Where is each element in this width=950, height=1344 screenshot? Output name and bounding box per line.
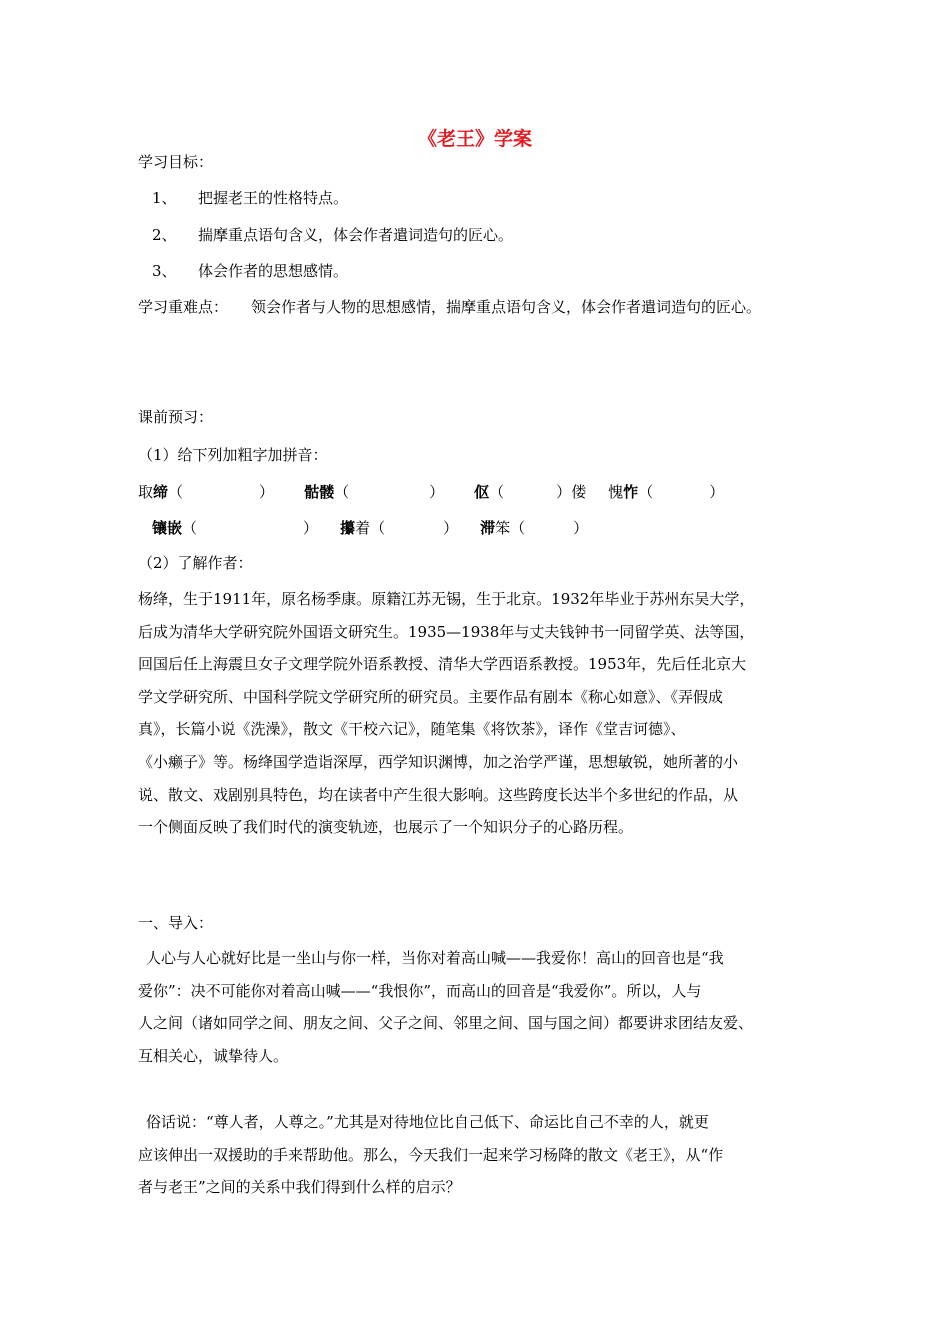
- text-line: 人心与人心就好比是一坐山与你一样，当你对着高山喊——我爱你！高山的回音也是“我: [146, 949, 724, 967]
- pinyin-item: 伛（ ）偻: [474, 483, 587, 501]
- text-line: 爱你”：决不可能你对着高山喊——“我恨你”，而高山的回音是“我爱你”。所以，人与: [138, 981, 702, 1000]
- intro-heading: 一、导入：: [138, 914, 214, 932]
- objective-number: 1、: [152, 189, 177, 207]
- objective-number: 3、: [152, 262, 177, 280]
- keypoints-line: [138, 297, 761, 317]
- text-line: 俗话说：“尊人者，人尊之。”尤其是对待地位比自己低下、命运比自己不幸的人，就更: [146, 1113, 709, 1131]
- objective-item: [152, 188, 348, 208]
- text-line: 学文学研究所、中国科学院文学研究所的研究员。主要作品有剧本《称心如意》、《弄假成: [138, 687, 724, 706]
- author-question: （2）了解作者：: [138, 554, 253, 572]
- text-line: 人之间（诸如同学之间、朋友之间、父子之间、邻里之间、国与国之间）都要讲求团结友爱、: [138, 1014, 754, 1033]
- objective-item: [152, 261, 348, 281]
- text-line: 应该伸出一双援助的手来帮助他。那么，今天我们一起来学习杨降的散文《老王》，从“作: [138, 1145, 724, 1164]
- pinyin-row-2: [152, 518, 588, 538]
- text-line: 者与老王”之间的关系中我们得到什么样的启示？: [138, 1178, 461, 1197]
- text-line: 一个侧面反映了我们时代的演变轨迹，也展示了一个知识分子的心路历程。: [138, 818, 634, 837]
- pinyin-item: 滞笨（ ）: [480, 519, 589, 537]
- pinyin-question: （1）给下列加粗字加拼音：: [138, 446, 328, 464]
- text-line: 真》，长篇小说《洗澡》，散文《干校六记》，随笔集《将饮茶》，译作《堂吉诃德》、: [138, 720, 686, 739]
- text-line: 后成为清华大学研究院外国语文研究生。1935—1938年与丈夫钱钟书一同留学英、法等国，: [138, 622, 755, 641]
- intro-paragraph-1: [138, 942, 828, 1072]
- author-paragraph: [138, 583, 828, 844]
- keypoints-label: 学习重难点：: [138, 298, 229, 316]
- text-line: 互相关心，诚挚待人。: [138, 1046, 289, 1065]
- pinyin-item: 攥着（ ）: [340, 519, 459, 537]
- objective-text: 把握老王的性格特点。: [198, 189, 349, 207]
- pinyin-item: 骷髅（ ）: [304, 483, 445, 501]
- intro-paragraph-2: [138, 1106, 828, 1204]
- text-line: 《小癞子》等。杨绛国学造诣深厚，西学知识渊博，加之治学严谨，思想敏锐，她所著的小: [138, 752, 739, 771]
- pinyin-item: 取缔（ ）: [138, 483, 275, 501]
- preview-heading: 课前预习：: [138, 408, 214, 426]
- objective-text: 体会作者的思想感情。: [198, 262, 349, 280]
- objectives-heading: 学习目标：: [138, 153, 214, 171]
- objective-number: 2、: [152, 226, 177, 244]
- pinyin-row-1: [138, 482, 724, 502]
- text-line: 杨绛，生于1911年，原名杨季康。原籍江苏无锡，生于北京。1932年毕业于苏州东吴大学，: [138, 590, 755, 608]
- text-line: 回国后任上海震旦女子文理学院外语系教授、清华大学西语系教授。1953年，先后任北京大: [138, 655, 747, 674]
- pinyin-item: 愧怍（ ）: [608, 483, 725, 501]
- pinyin-item: 镶嵌（ ）: [152, 519, 319, 537]
- keypoints-text: 领会作者与人物的思想感情，揣摩重点语句含义，体会作者遣词造句的匠心。: [251, 298, 762, 316]
- page-title: 《老王》学案: [417, 128, 532, 150]
- objective-text: 揣摩重点语句含义，体会作者遣词造句的匠心。: [198, 226, 514, 244]
- objective-item: [152, 225, 513, 245]
- text-line: 说、散文、戏剧别具特色，均在读者中产生很大影响。这些跨度长达半个多世纪的作品，从: [138, 785, 739, 804]
